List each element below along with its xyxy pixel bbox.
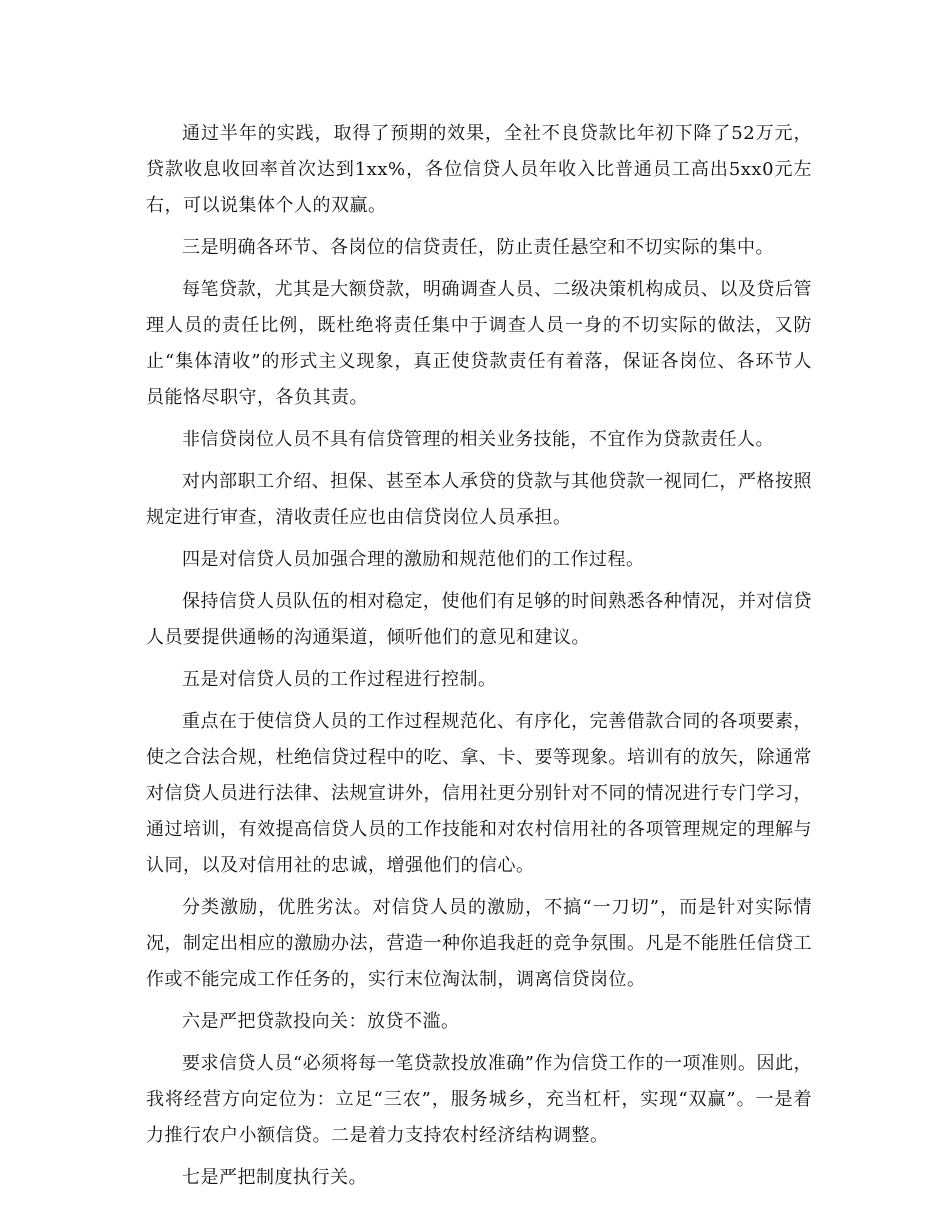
paragraph: 保持信贷人员队伍的相对稳定，使他们有足够的时间熟悉各种情况，并对信贷人员要提供通畅的沟通渠道，倾听他们的意见和建议。 bbox=[146, 591, 812, 648]
paragraph: 重点在于使信贷人员的工作过程规范化、有序化，完善借款合同的各项要素，使之合法合规，杜绝信贷过程中的吃、拿、卡、要等现象。培训有的放矢，除通常对信贷人员进行法律、法规宣讲外，信用社更分别针对不同的情况进行专门学习，通过培训，有效提高信贷人员的工作技能和对农村信用社的各项管理规定的理解与认同，以及对信用社的忠诚，增强他们的信心。 bbox=[146, 711, 812, 876]
paragraph: 对内部职工介绍、担保、甚至本人承贷的贷款与其他贷款一视同仁，严格按照规定进行审查，清收责任应也由信贷岗位人员承担。 bbox=[146, 471, 812, 528]
paragraph: 七是严把制度执行关。 bbox=[182, 1167, 367, 1188]
paragraph: 非信贷岗位人员不具有信贷管理的相关业务技能，不宜作为贷款责任人。 bbox=[182, 429, 774, 450]
paragraph: 通过半年的实践，取得了预期的效果，全社不良贷款比年初下降了52万元，贷款收息收回率首次达到1xx%，各位信贷人员年收入比普通员工高出5xx0元左右，可以说集体个人的双赢。 bbox=[146, 123, 812, 216]
paragraph: 每笔贷款，尤其是大额贷款，明确调查人员、二级决策机构成员、以及贷后管理人员的责任比例，既杜绝将责任集中于调查人员一身的不切实际的做法，又防止“集体清收”的形式主义现象，真正使贷款责任有着落，保证各岗位、各环节人员能恪尽职守，各负其责。 bbox=[146, 279, 812, 408]
document-body bbox=[146, 116, 812, 1202]
paragraph: 三是明确各环节、各岗位的信贷责任，防止责任悬空和不切实际的集中。 bbox=[182, 237, 774, 258]
paragraph: 六是严把贷款投向关：放贷不滥。 bbox=[182, 1011, 460, 1032]
paragraph: 四是对信贷人员加强合理的激励和规范他们的工作过程。 bbox=[182, 549, 645, 570]
paragraph: 分类激励，优胜劣汰。对信贷人员的激励，不搞“一刀切”，而是针对实际情况，制定出相应的激励办法，营造一种你追我赶的竞争氛围。凡是不能胜任信贷工作或不能完成工作任务的，实行末位淘汰制，调离信贷岗位。 bbox=[146, 897, 812, 990]
paragraph: 五是对信贷人员的工作过程进行控制。 bbox=[182, 669, 497, 690]
paragraph: 要求信贷人员“必须将每一笔贷款投放准确”作为信贷工作的一项准则。因此，我将经营方向定位为：立足“三农”，服务城乡，充当杠杆，实现“双赢”。一是着力推行农户小额信贷。二是着力支持农村经济结构调整。 bbox=[146, 1053, 812, 1146]
